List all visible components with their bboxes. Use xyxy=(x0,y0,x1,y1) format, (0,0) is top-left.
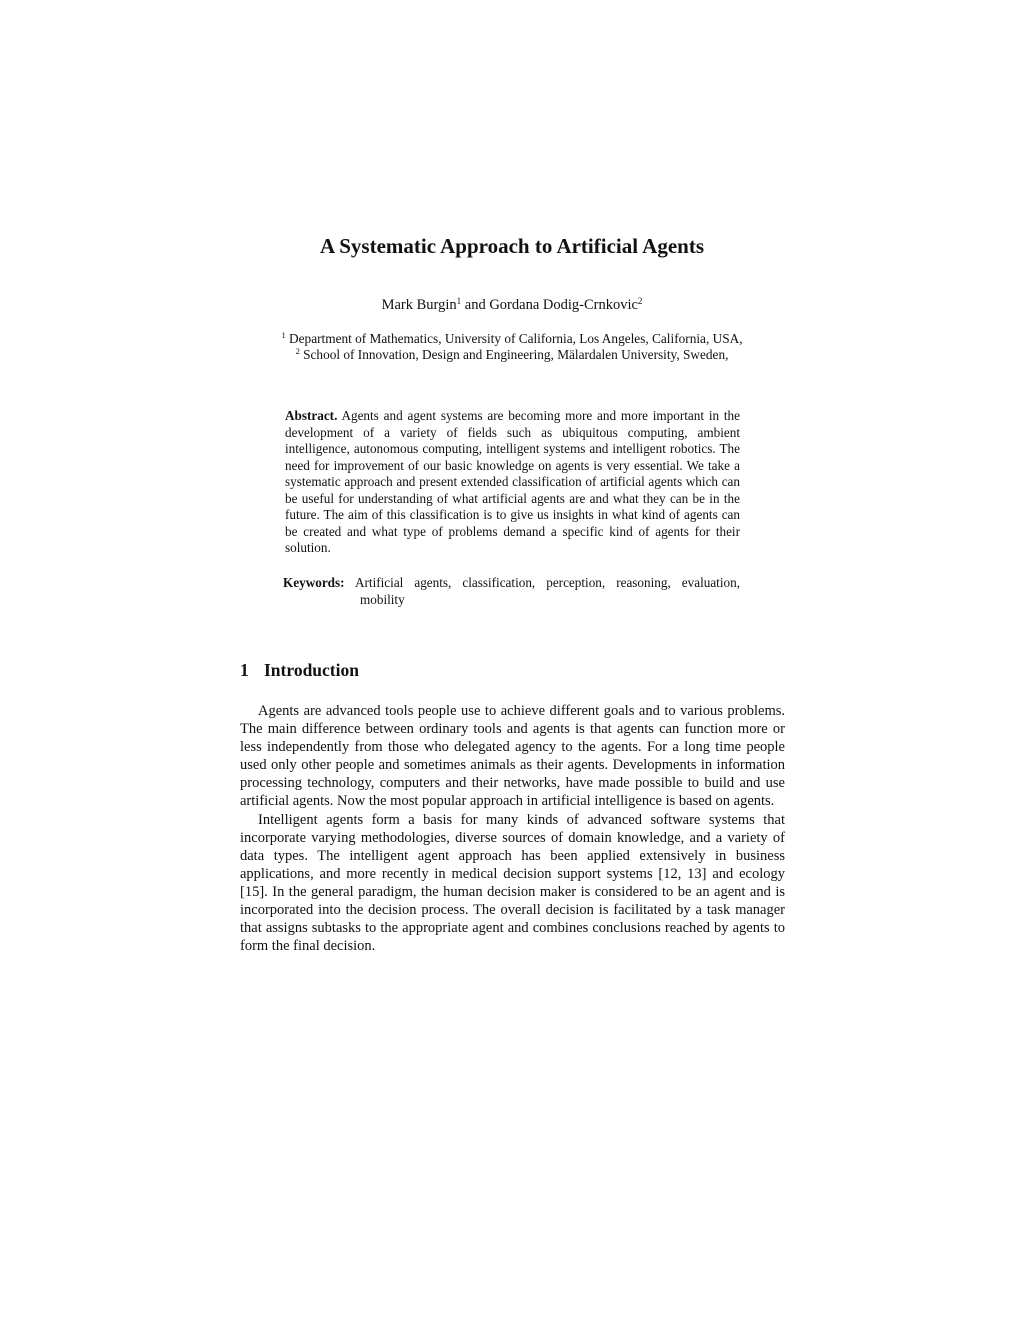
author-2-name: Gordana Dodig-Crnkovic xyxy=(489,297,638,313)
abstract-text: Agents and agent systems are becoming more and more important in the development of a variety of fields such as ubiquitous computing, ambient intelligence, autonomous computing, intelligent systems and intelligent robotics. The need for improvement of our basic knowledge on agents is very essential. We take a systematic approach and present extended classification of artificial agents which can be useful for understanding of what artificial agents are and what they can be in the future. The aim of this classification is to give us insights in what kind of agents can be created and what type of problems demand a specific kind of agents for their solution. xyxy=(285,408,740,555)
abstract-label: Abstract. xyxy=(285,408,338,423)
author-1-affiliation-mark: 1 xyxy=(456,296,462,306)
keywords-line-2: mobility xyxy=(360,591,405,607)
section-title: Introduction xyxy=(264,660,359,680)
affiliation-2-text: School of Innovation, Design and Engineering, Mälardalen University, Sweden, xyxy=(299,347,729,362)
section-heading-introduction xyxy=(240,658,359,682)
keywords-list xyxy=(355,575,740,608)
affiliation-2-mark: 2 xyxy=(295,346,300,356)
paper-title: A Systematic Approach to Artificial Agents xyxy=(319,234,704,258)
abstract xyxy=(285,408,740,557)
paragraph-1: Agents are advanced tools people use to achieve different goals and to various problems. The main difference between ordinary tools and agents is that agents can function more or less independently from those who delegated agency to the agents. For a long time people used only other people and sometimes animals as their agents. Developments in information processing technology, computers and their networks, have made possible to build and use artificial agents. Now the most popular approach in artificial intelligence is based on agents. xyxy=(240,703,785,810)
keywords-line-1: Artificial agents, classification, perception, reasoning, evaluation, xyxy=(355,575,740,590)
author-connector: and xyxy=(461,297,490,313)
paragraph-2: Intelligent agents form a basis for many kinds of advanced software systems that incorporate varying methodologies, diverse sources of domain knowledge, and a variety of data types. The intelligent agent approach has been applied extensively in business applications, and more recently in medical decision support systems [12, 13] and ecology [15]. In the general paradigm, the human decision maker is considered to be an agent and is incorporated into the decision process. The overall decision is facilitated by a task manager that assigns subtasks to the appropriate agent and combines conclusions reached by agents to form the final decision. xyxy=(240,811,785,955)
affiliation-1-text: Department of Mathematics, University of California, Los Angeles, California, USA, xyxy=(285,331,743,346)
keywords-label: Keywords: xyxy=(283,575,345,590)
author-2-affiliation-mark: 2 xyxy=(637,296,643,306)
affiliation-2 xyxy=(0,346,1024,364)
section-number: 1 xyxy=(240,660,249,680)
author-line xyxy=(0,295,1024,315)
author-1-name: Mark Burgin xyxy=(381,297,457,313)
introduction-body xyxy=(240,702,785,955)
affiliation-1-mark: 1 xyxy=(281,330,286,340)
